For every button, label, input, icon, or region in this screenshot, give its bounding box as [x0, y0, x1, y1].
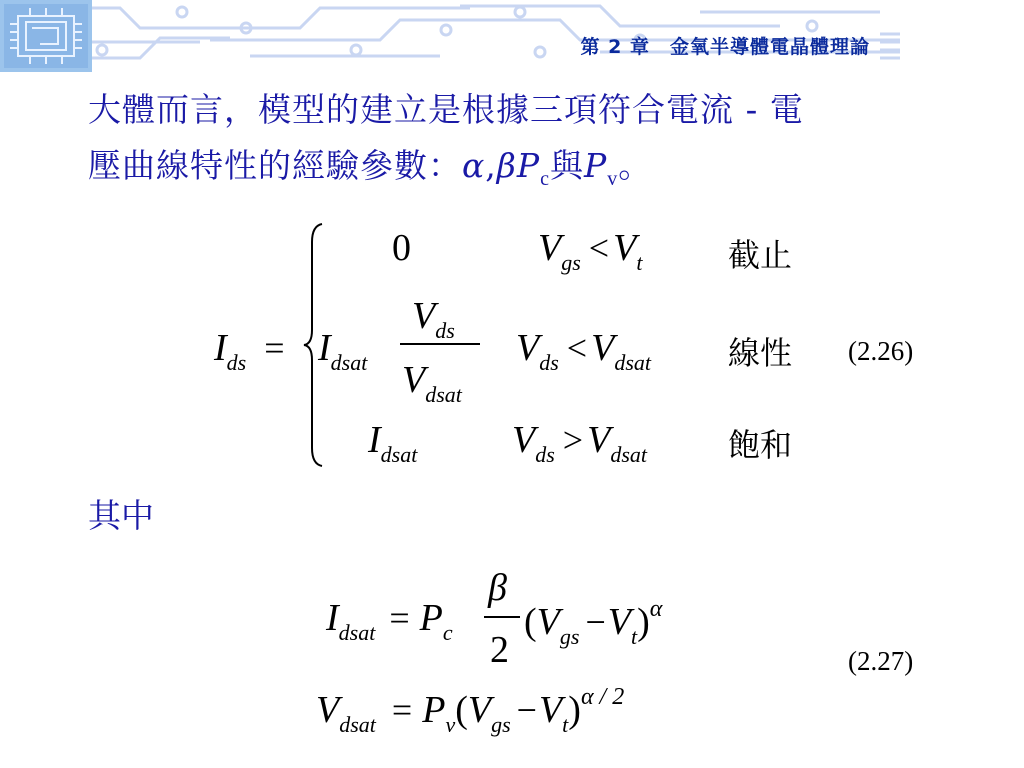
pv-symbol: P: [422, 689, 446, 731]
equals: =: [389, 598, 410, 638]
vt-sub: t: [630, 624, 638, 649]
equation-number-2-27: (2.27): [848, 646, 914, 676]
region-linear: 線性: [728, 334, 793, 372]
cond-sub2: dsat: [614, 350, 651, 375]
intro-line-2-prefix: 壓曲線特性的經驗參數：: [88, 146, 462, 185]
eq226-row1-value: 0: [392, 227, 411, 269]
cond-v2: V: [613, 227, 637, 269]
den-v: V: [402, 359, 426, 401]
intro-line-2: [88, 138, 948, 207]
chip-logo-icon: [0, 0, 92, 72]
eq226-equals: =: [264, 328, 285, 368]
p-symbol-2: P: [583, 146, 608, 185]
cond-v: V: [538, 227, 562, 269]
num-v: V: [412, 295, 436, 337]
minus: −: [516, 690, 537, 730]
num-sub: ds: [435, 318, 455, 343]
close-paren: ): [637, 601, 650, 643]
qizhong-label: 其中: [88, 496, 154, 535]
equation-number-2-26: (2.26): [848, 336, 914, 366]
cond-sub2: t: [636, 250, 643, 275]
vgs-sub: gs: [559, 624, 580, 649]
alpha-half-exponent: α / 2: [580, 684, 625, 710]
vgs-symbol: V: [467, 689, 492, 731]
cond-v: V: [512, 419, 536, 461]
cond-op: >: [562, 420, 584, 460]
idsat-sub: dsat: [330, 350, 368, 375]
cond-v2: V: [591, 327, 615, 369]
circuit-pattern-decoration: [0, 0, 1024, 72]
eq226-row3-condition: [512, 418, 647, 468]
cond-sub2: dsat: [610, 442, 647, 467]
open-paren: (: [455, 689, 468, 731]
conjunction: 與: [549, 146, 584, 185]
eq227-line1-rhs: [524, 596, 662, 650]
fraction-bar-beta: [484, 616, 520, 618]
eq226-lhs-symbol: I: [214, 327, 227, 369]
p-symbol: P: [516, 146, 541, 185]
cond-sub: ds: [535, 442, 555, 467]
close-paren: ): [568, 689, 581, 731]
two-denominator: 2: [490, 629, 509, 671]
eq226-row2-value: [318, 326, 367, 376]
vt-sub: t: [562, 712, 569, 737]
beta-numerator: β: [488, 567, 507, 609]
vdsat-symbol: V: [316, 689, 340, 731]
idsat-symbol: I: [318, 327, 331, 369]
pc-sub: c: [442, 620, 453, 645]
comma: ,: [485, 146, 497, 185]
chapter-title: 第 2 章 金氧半導體電晶體理論: [580, 36, 870, 58]
cond-op: <: [588, 228, 610, 268]
cond-sub: ds: [539, 350, 559, 375]
open-paren: (: [524, 601, 537, 643]
eq227-line1-lhs: [326, 596, 453, 646]
p-sub-c: c: [540, 168, 550, 190]
eq226-lhs-sub: ds: [226, 350, 247, 375]
sentence-end: 。: [618, 146, 653, 185]
vgs-sub: gs: [491, 712, 511, 737]
alpha-symbol: α: [462, 146, 486, 185]
pc-symbol: P: [419, 597, 443, 639]
p-sub-v: v: [607, 168, 619, 190]
intro-line-1: 大體而言，模型的建立是根據三項符合電流 - 電: [88, 90, 804, 129]
cond-op: <: [566, 328, 588, 368]
intro-paragraph: [88, 82, 948, 207]
pv-sub: v: [445, 712, 456, 737]
vdsat-sub: dsat: [339, 712, 376, 737]
eq226-frac-denominator: [402, 358, 462, 408]
vt-symbol: V: [538, 689, 563, 731]
cond-sub: gs: [561, 250, 581, 275]
idsat-sub: dsat: [338, 620, 376, 645]
cond-v: V: [516, 327, 540, 369]
eq226-row1-condition: [538, 226, 642, 276]
eq227-line2: [316, 684, 624, 738]
alpha-exponent: α: [649, 596, 663, 622]
equals: =: [391, 690, 413, 730]
den-sub: dsat: [425, 382, 462, 407]
idsat-sub: dsat: [380, 442, 418, 467]
eq226-lhs: [214, 326, 285, 376]
eq226-row2-condition: [516, 326, 651, 376]
beta-symbol: β: [496, 146, 517, 185]
idsat-symbol: I: [326, 597, 339, 639]
vgs-symbol: V: [536, 601, 560, 643]
cond-v2: V: [587, 419, 611, 461]
idsat-symbol: I: [368, 419, 381, 461]
eq226-frac-numerator: [412, 294, 455, 344]
fraction-bar: [400, 343, 480, 345]
minus: −: [585, 602, 606, 642]
region-saturation: 飽和: [728, 426, 793, 464]
vt-symbol: V: [607, 601, 631, 643]
slide-header: [0, 0, 1024, 72]
region-cutoff: 截止: [728, 236, 793, 274]
eq226-row3-value: [368, 418, 417, 468]
